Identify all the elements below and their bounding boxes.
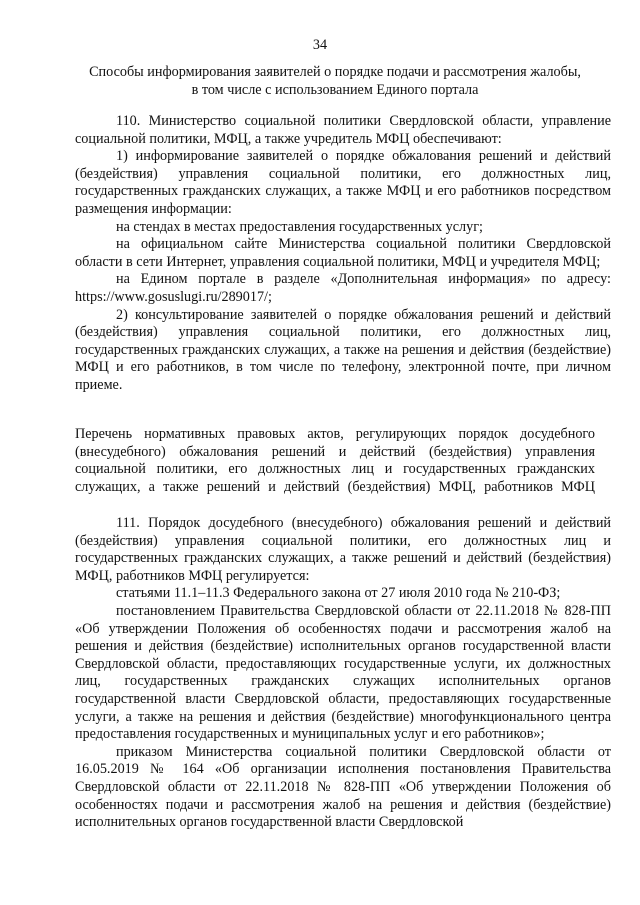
page-number: 34: [312, 37, 328, 53]
paragraph: на Едином портале в разделе «Дополнительная информация» по адресу: https://www.gosuslugi.ru/289017/;: [75, 271, 611, 305]
heading-line: в том числе с использованием Единого портала: [191, 81, 479, 98]
paragraph: 111. Порядок досудебного (внесудебного) обжалования решений и действий (бездействия) управления социальной политики, его должностных лиц и государственных гражданских служащих, а также решений и действий (бездействия) МФЦ, работников МФЦ регулируется:: [75, 515, 611, 584]
section-110: [75, 113, 611, 395]
heading-line: Способы информирования заявителей о порядке подачи и рассмотрения жалобы,: [89, 64, 581, 80]
paragraph: 1) информирование заявителей о порядке обжалования решений и действий (бездействия) управления социальной политики, его должностных лиц, государственных гражданских служащих, а также МФЦ и его работников посредством размещения информации:: [75, 148, 611, 217]
heading-line: Перечень нормативных правовых актов, регулирующих порядок досудебного: [75, 426, 595, 442]
paragraph: на стендах в местах предоставления государственных услуг;: [116, 218, 483, 235]
paragraph: на официальном сайте Министерства социальной политики Свердловской области в сети Интернет, управления социальной политики, МФЦ и учредителя МФЦ;: [75, 236, 611, 270]
paragraph: статьями 11.1–11.3 Федерального закона от 27 июля 2010 года № 210-ФЗ;: [116, 585, 561, 602]
heading-line: (внесудебного) обжалования решений и действий (бездействия) управления: [75, 443, 595, 460]
heading-legal-acts-list: [75, 426, 595, 496]
heading-complaint-information: [75, 64, 595, 99]
paragraph: 110. Министерство социальной политики Свердловской области, управление социальной политики, МФЦ, а также учредитель МФЦ обеспечивают:: [75, 113, 611, 147]
paragraph: постановлением Правительства Свердловской области от 22.11.2018 № 828-ПП «Об утверждении Положения об особенностях подачи и рассмотрения жалоб на решения и действия (бездействие) исполнительных органов государственной власти Свердловской области, предоставляющих государственные услуги, их должностных лиц, государственных гражданских служащих исполнительных органов государственной власти Свердловской области, предоставляющих государственные услуги, а также на решения и действия (бездействие) многофункционального центра предоставления государственных и муниципальных услуг и его работников»;: [75, 602, 611, 743]
section-111: [75, 515, 611, 832]
paragraph: 2) консультирование заявителей о порядке обжалования решений и действий (бездействия) управления социальной политики, его должностных лиц, государственных гражданских служащих, а также на решения и действия (бездействие) МФЦ и его работников, в том числе по телефону, электронной почте, при личном приеме.: [75, 306, 611, 393]
heading-line: служащих, а также решений и действий (бездействия) МФЦ, работников МФЦ: [75, 478, 595, 495]
heading-line: социальной политики, его должностных лиц и государственных гражданских: [75, 461, 595, 478]
paragraph: приказом Министерства социальной политики Свердловской области от 16.05.2019 № 164 «Об организации исполнения постановления Правительства Свердловской области от 22.11.2018 № 828-ПП «Об утверждении Положения об особенностях подачи и рассмотрения жалоб на решения и действия (бездействие) исполнительных органов государственной власти Свердловской: [75, 743, 611, 831]
